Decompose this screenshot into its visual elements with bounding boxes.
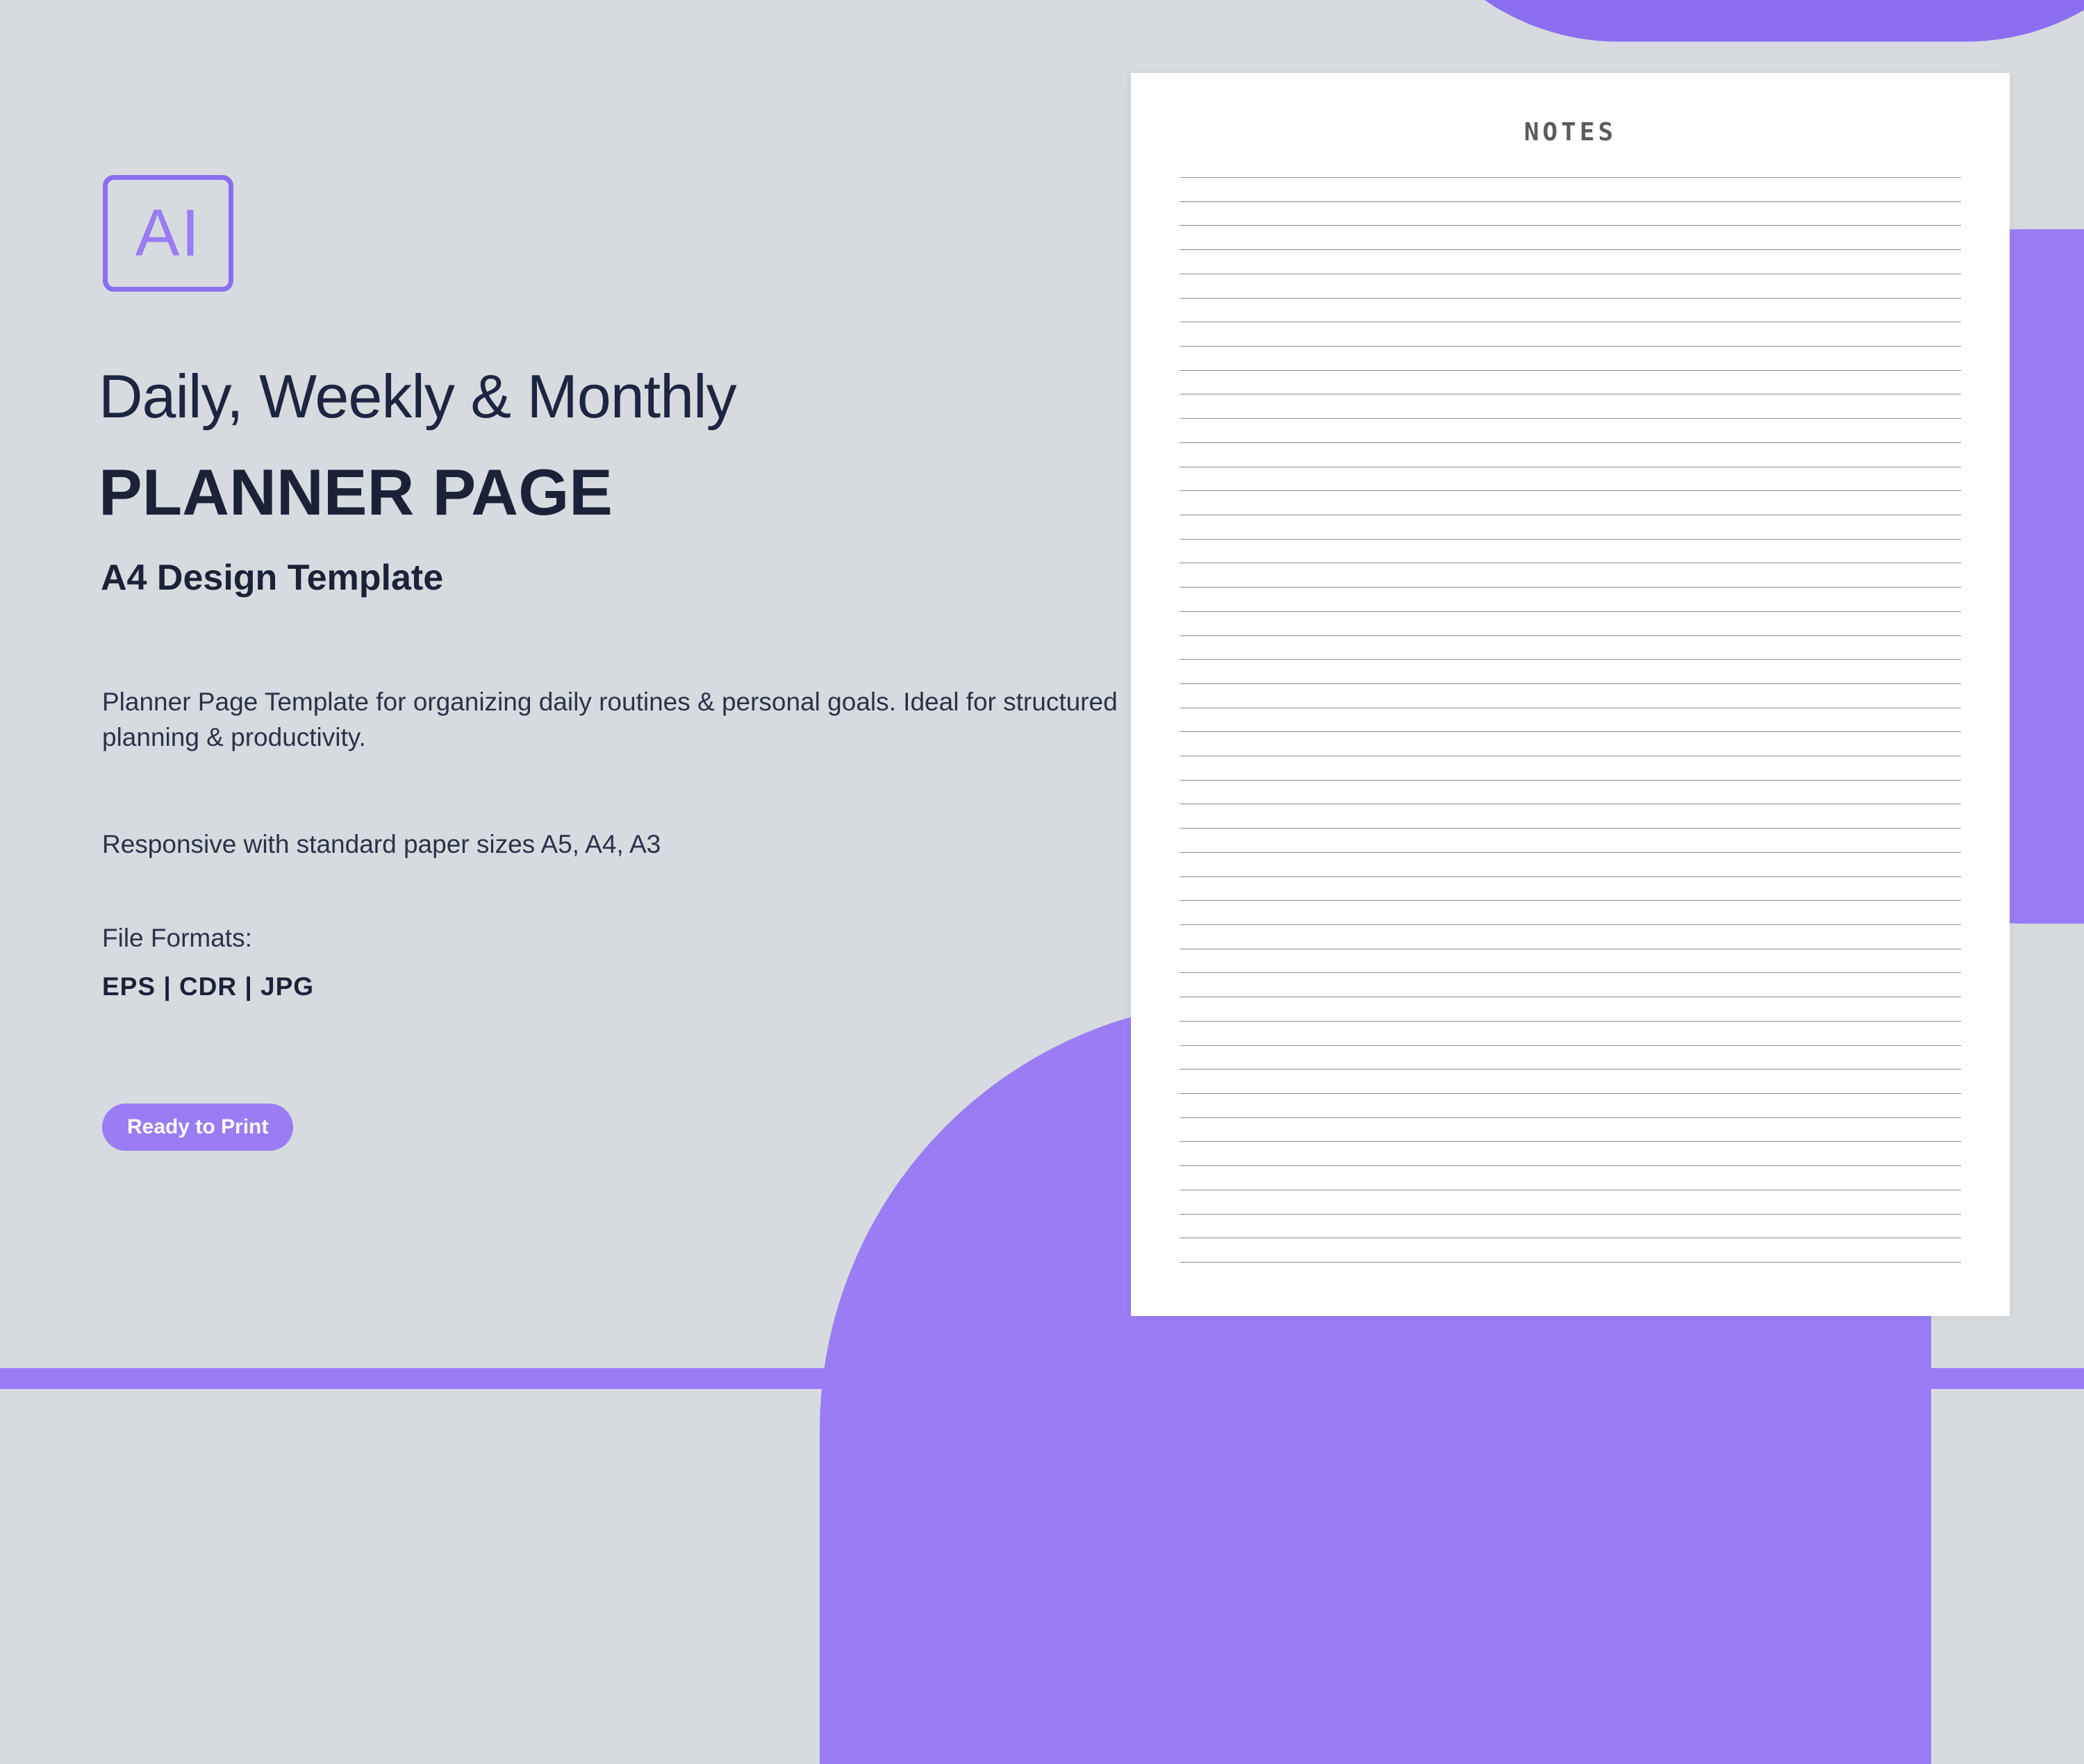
notes-line: [1180, 1045, 1961, 1046]
notes-lines-area[interactable]: [1180, 177, 1961, 1262]
notes-line: [1180, 418, 1961, 419]
notes-line: [1180, 780, 1961, 781]
headline-line-2: PLANNER PAGE: [99, 456, 613, 529]
notes-line: [1180, 249, 1961, 250]
file-formats-label: File Formats:: [102, 924, 252, 952]
headline-line-3: A4 Design Template: [101, 558, 444, 598]
ai-badge-label: AI: [135, 196, 201, 270]
notes-line: [1180, 539, 1961, 540]
notes-line: [1180, 683, 1961, 684]
notes-line: [1180, 1262, 1961, 1263]
notes-line: [1180, 1141, 1961, 1142]
notes-line: [1180, 731, 1961, 732]
planner-page-sheet: [1131, 73, 2010, 1316]
notes-line: [1180, 587, 1961, 588]
notes-line: [1180, 346, 1961, 347]
decorative-shape-top-right: [1382, 0, 2084, 42]
notes-line: [1180, 659, 1961, 660]
info-panel: [0, 0, 1139, 1389]
notes-line: [1180, 298, 1961, 299]
notes-line: [1180, 876, 1961, 877]
notes-line: [1180, 1069, 1961, 1070]
notes-line: [1180, 1214, 1961, 1215]
notes-line: [1180, 201, 1961, 202]
notes-line: [1180, 442, 1961, 443]
notes-line: [1180, 924, 1961, 925]
notes-line: [1180, 1021, 1961, 1022]
notes-line: [1180, 900, 1961, 901]
notes-line: [1180, 852, 1961, 853]
notes-line: [1180, 1093, 1961, 1094]
notes-line: [1180, 225, 1961, 226]
notes-line: [1180, 1165, 1961, 1166]
ready-to-print-button[interactable]: Ready to Print: [102, 1104, 293, 1151]
notes-line: [1180, 490, 1961, 491]
notes-line: [1180, 177, 1961, 178]
notes-line: [1180, 828, 1961, 829]
description-paragraph: Planner Page Template for organizing daily routines & personal goals. Ideal for structured planning & productivity.: [102, 688, 1118, 752]
notes-line: [1180, 611, 1961, 612]
notes-line: [1180, 370, 1961, 371]
notes-line: [1180, 635, 1961, 636]
headline-line-1: Daily, Weekly & Monthly: [99, 362, 736, 431]
notes-line: [1180, 972, 1961, 973]
responsive-note: Responsive with standard paper sizes A5, A4, A3: [102, 830, 661, 858]
file-formats-value: EPS | CDR | JPG: [102, 972, 315, 1001]
ai-file-badge: [103, 175, 233, 292]
page-title: NOTES: [1523, 118, 1617, 147]
notes-line: [1180, 1117, 1961, 1118]
